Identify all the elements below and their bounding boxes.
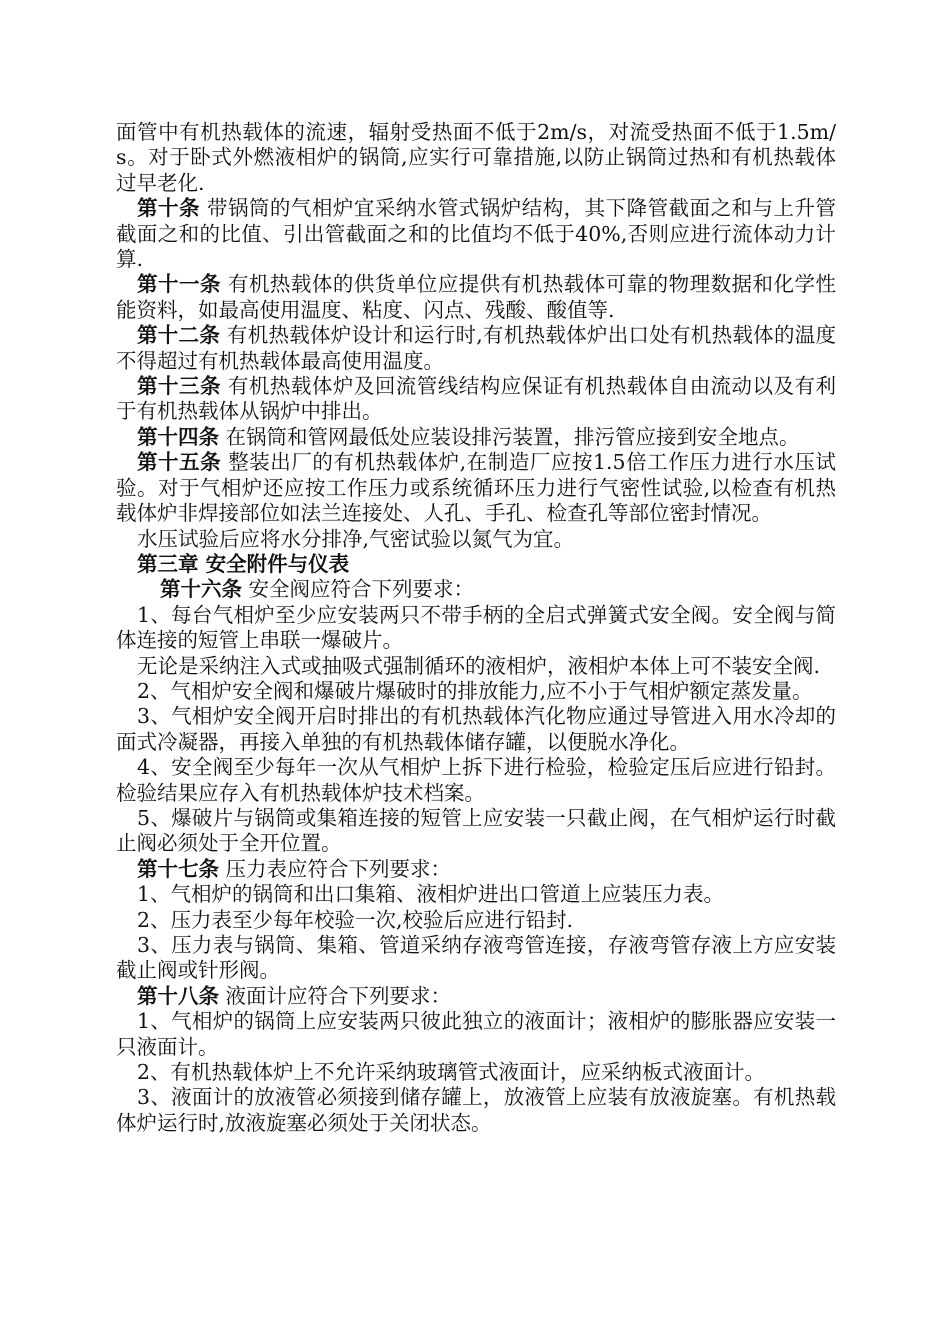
list-item bbox=[116, 1009, 836, 1060]
list-item bbox=[116, 1085, 836, 1136]
article-label: 第十三条 bbox=[137, 374, 221, 399]
paragraph-text: 无论是采纳注入式或抽吸式强制循环的液相炉，液相炉本体上可不装安全阀. bbox=[137, 653, 821, 678]
list-item bbox=[116, 908, 836, 933]
article-text: 有机热载体炉设计和运行时,有机热载体炉出口处有机热载体的温度不得超过有机热载体最高使用温度。 bbox=[116, 323, 837, 373]
article-text: 安全阀应符合下列要求： bbox=[242, 577, 475, 602]
article-text: 压力表应符合下列要求： bbox=[219, 856, 452, 881]
list-item bbox=[116, 806, 836, 857]
list-item-text: 2、气相炉安全阀和爆破片爆破时的排放能力,应不小于气相炉额定蒸发量。 bbox=[137, 678, 813, 703]
chapter-title: 第三章 安全附件与仪表 bbox=[137, 551, 350, 576]
article-text: 带锅筒的气相炉宜采纳水管式锅炉结构，其下降管截面之和与上升管截面之和的比值、引出管截面之和的比值均不低于40%,否则应进行流体动力计算. bbox=[116, 196, 836, 272]
article-16 bbox=[116, 577, 836, 602]
list-item-text: 1、每台气相炉至少应安装两只不带手柄的全启式弹簧式安全阀。安全阀与简体连接的短管上串联一爆破片。 bbox=[116, 602, 836, 653]
article-text: 在锅筒和管网最低处应装设排污装置，排污管应接到安全地点。 bbox=[219, 424, 800, 449]
article-10 bbox=[116, 196, 836, 272]
article-text: 有机热载体的供货单位应提供有机热载体可靠的物理数据和化学性能资料，如最高使用温度、粘度、闪点、残酸、酸值等. bbox=[116, 272, 836, 322]
article-13 bbox=[116, 374, 836, 425]
list-item bbox=[116, 679, 836, 704]
list-item-text: 3、压力表与锅筒、集箱、管道采纳存液弯管连接，存液弯管存液上方应安装截止阀或针形阀。 bbox=[116, 933, 836, 983]
list-item bbox=[116, 755, 836, 806]
paragraph-text: 水压试验后应将水分排净,气密试验以氮气为宜。 bbox=[137, 526, 575, 551]
chapter-heading bbox=[116, 552, 836, 577]
article-text: 液面计应符合下列要求： bbox=[219, 983, 452, 1008]
list-item-text: 5、爆破片与锅筒或集箱连接的短管上应安装一只截止阀，在气相炉运行时截止阀必须处于全开位置。 bbox=[116, 805, 836, 856]
article-label: 第十条 bbox=[137, 196, 200, 221]
article-label: 第十七条 bbox=[137, 856, 219, 881]
list-item bbox=[116, 704, 836, 755]
article-14 bbox=[116, 425, 836, 450]
article-label: 第十二条 bbox=[137, 323, 221, 348]
list-item-text: 3、液面计的放液管必须接到储存罐上，放液管上应装有放液旋塞。有机热载体炉运行时,放液旋塞必须处于关闭状态。 bbox=[116, 1085, 836, 1135]
article-text: 整装出厂的有机热载体炉,在制造厂应按1.5倍工作压力进行水压试验。对于气相炉还应按工作压力或系统循环压力进行气密性试验,以检查有机热载体炉非焊接部位如法兰连接处、人孔、手孔、检查孔等部位密封情况。 bbox=[116, 450, 836, 526]
article-label: 第十八条 bbox=[137, 983, 219, 1008]
article-11 bbox=[116, 272, 836, 323]
article-12 bbox=[116, 323, 836, 374]
list-item bbox=[116, 882, 836, 907]
document-body bbox=[116, 120, 836, 1136]
list-item-text: 2、压力表至少每年校验一次,校验后应进行铅封. bbox=[137, 907, 574, 932]
article-label: 第十一条 bbox=[137, 272, 221, 297]
list-item-text: 2、有机热载体炉上不允许采纳玻璃管式液面计，应采纳板式液面计。 bbox=[137, 1060, 766, 1085]
paragraph-text: 面管中有机热载体的流速，辐射受热面不低于2m/s，对流受热面不低于1.5m/s。对于卧式外燃液相炉的锅筒,应实行可靠措施,以防止锅筒过热和有机热载体过早老化. bbox=[116, 120, 836, 195]
list-item-text: 1、气相炉的锅筒和出口集箱、液相炉进出口管道上应装压力表。 bbox=[137, 882, 725, 907]
article-15 bbox=[116, 450, 836, 526]
article-17 bbox=[116, 857, 836, 882]
list-item-text: 4、安全阀至少每年一次从气相炉上拆下进行检验，检验定压后应进行铅封。检验结果应存入有机热载体炉技术档案。 bbox=[116, 755, 836, 805]
list-item-text: 1、气相炉的锅筒上应安装两只彼此独立的液面计；液相炉的膨胀器应安装一只液面计。 bbox=[116, 1009, 836, 1059]
article-text: 有机热载体炉及回流管线结构应保证有机热载体自由流动以及有利于有机热载体从锅炉中排出。 bbox=[116, 374, 836, 424]
article-label: 第十五条 bbox=[137, 450, 222, 475]
article-18 bbox=[116, 984, 836, 1009]
list-item-text: 3、气相炉安全阀开启时排出的有机热载体汽化物应通过导管进入用水冷却的面式冷凝器，再接入单独的有机热载体储存罐，以便脱水净化。 bbox=[116, 704, 836, 754]
paragraph-text-block bbox=[116, 654, 836, 679]
list-item bbox=[116, 603, 836, 654]
paragraph-continuation bbox=[116, 120, 836, 196]
list-item bbox=[116, 933, 836, 984]
paragraph-text-block bbox=[116, 527, 836, 552]
article-label: 第十四条 bbox=[137, 424, 219, 449]
article-label: 第十六条 bbox=[160, 577, 242, 602]
list-item bbox=[116, 1060, 836, 1085]
